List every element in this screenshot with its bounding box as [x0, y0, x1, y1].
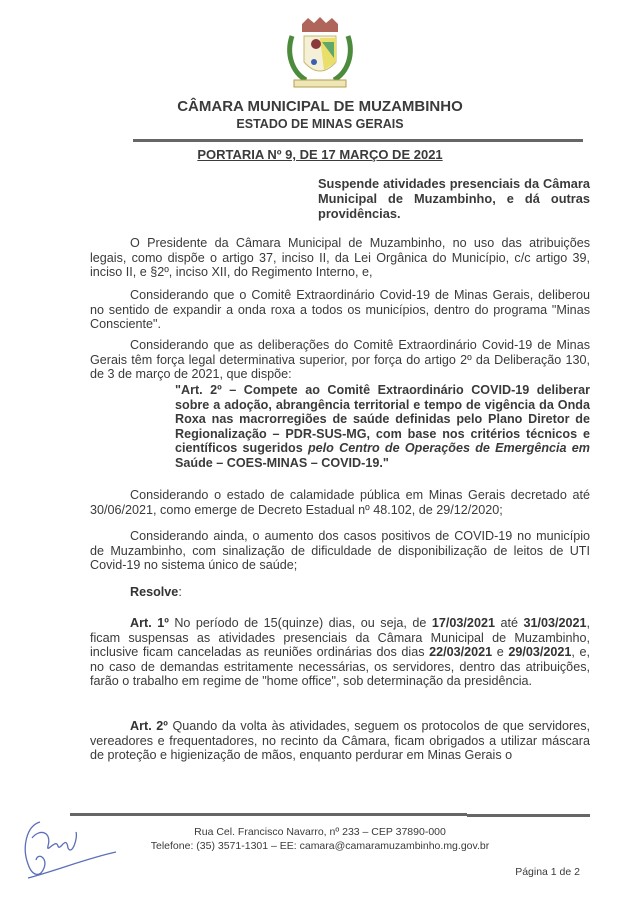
paragraph-preamble: O Presidente da Câmara Municipal de Muzambinho, no uso das atribuições legais, como dispõe o artigo 37, inciso II, da Lei Orgânica do Município, c/c artigo 39, inciso II, e §2º, inciso XII, do Regimento Interno, e,	[90, 236, 590, 280]
art2-label: Art. 2º	[130, 719, 168, 733]
footer-divider	[70, 813, 467, 816]
state-name: ESTADO DE MINAS GERAIS	[236, 117, 404, 131]
paragraph-considering-1: Considerando que o Comitê Extraordinário Covid-19 de Minas Gerais, deliberou no sentido de expandir a onda roxa a todos os municípios, dentro do programa "Minas Consciente".	[90, 288, 590, 332]
municipal-crest	[280, 14, 360, 94]
art1-text: , e, no caso de demandas estritamente necessárias, os servidores, dentro das atribuições, farão o trabalho em regime de "home office", sob determinação da presidência.	[90, 645, 590, 689]
quote-part: "Art. 2º – Compete ao Comitê Extraordinário COVID-19 deliberar sobre a adoção, abrangência territorial e tempo de vigência da Onda Roxa nas macrorregiões de saúde definidas pelo Plano Diretor de Regionalização – PDR-SUS-MG, com base nos critérios técnicos e científicos sugeridos	[175, 383, 590, 456]
art1-label: Art. 1º	[130, 616, 169, 630]
footer-divider-right	[467, 814, 590, 817]
paragraph-considering-3: Considerando o estado de calamidade pública em Minas Gerais decretado até 30/06/2021, como emerge de Decreto Estadual nº 48.102, de 29/12/2020;	[90, 488, 590, 517]
quote-italic: pelo Centro de Operações de Emergência em	[307, 441, 591, 456]
resolve-label: Resolve	[130, 585, 179, 599]
resolve-colon: :	[178, 585, 182, 599]
art1-text: No período de 15(quinze) dias, ou seja, de	[168, 616, 432, 630]
art1-meeting-date-2: 29/03/2021	[508, 645, 572, 660]
summary: Suspende atividades presenciais da Câmara Municipal de Muzambinho, e dá outras providências.	[318, 176, 590, 221]
art1-date-start: 17/03/2021	[431, 616, 495, 630]
art1-date-end: 31/03/2021	[523, 616, 587, 630]
quote-end: Saúde – COES-MINAS – COVID-19."	[175, 455, 389, 470]
art1-meeting-date-1: 22/03/2021	[429, 645, 493, 660]
page-number: Página 1 de 2	[515, 866, 580, 878]
footer-contact: Telefone: (35) 3571-1301 – EE: camara@camaramuzambinho.mg.gov.br	[150, 840, 490, 852]
quoted-article	[175, 383, 590, 471]
institution-name: CÂMARA MUNICIPAL DE MUZAMBINHO	[177, 98, 463, 115]
document-title: PORTARIA Nº 9, DE 17 MARÇO DE 2021	[197, 147, 443, 162]
art2-text: Quando da volta às atividades, seguem os protocolos de que servidores, vereadores e frequentadores, no recinto da Câmara, ficam obrigados a utilizar máscara de proteção e higienização de mãos, enquanto perdurar em Minas Gerais o	[90, 719, 590, 763]
header-divider	[133, 139, 583, 142]
article-2	[90, 719, 590, 763]
footer-address: Rua Cel. Francisco Navarro, nº 233 – CEP 37890-000	[194, 826, 446, 838]
art1-text: , ficam suspensas as atividades presenciais da Câmara Municipal de Muzambinho, inclusive ficam canceladas as reuniões ordinárias dos dias	[90, 616, 591, 660]
paragraph-considering-2: Considerando que as deliberações do Comitê Extraordinário Covid-19 de Minas Gerais têm força legal determinativa superior, por força do artigo 2º da Deliberação 130, de 3 de março de 2021, que dispõe:	[90, 338, 590, 382]
article-1	[90, 616, 590, 689]
resolve-heading	[90, 585, 590, 600]
art1-text: e	[492, 645, 509, 660]
paragraph-considering-4: Considerando ainda, o aumento dos casos positivos de COVID-19 no município de Muzambinho, com sinalização de dificuldade de disponibilização de leitos de UTI Covid-19 no sistema único de saúde;	[90, 529, 590, 573]
art1-text: até	[494, 616, 524, 630]
